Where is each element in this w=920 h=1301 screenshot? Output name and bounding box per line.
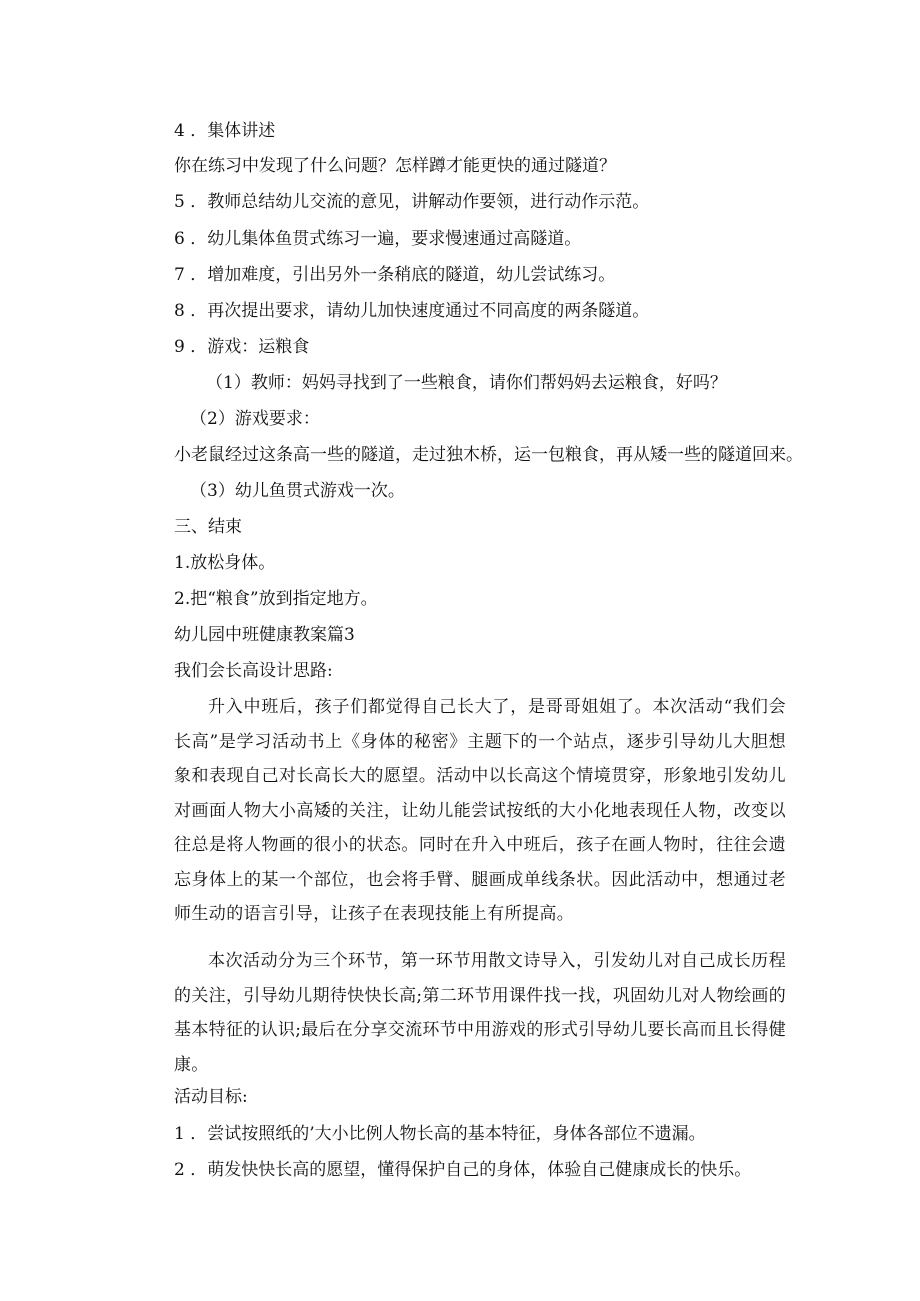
- section-end-heading: 三、结束: [174, 517, 242, 537]
- end-item-2: 2.把“粮食”放到指定地方。: [174, 589, 378, 609]
- game-item-3: （3）幼儿鱼贯式游戏一次。: [190, 481, 405, 501]
- step-7-line: 7 ．增加难度，引出另外一条稍底的隧道，幼儿尝试练习。: [174, 265, 616, 285]
- lesson-title: 幼儿园中班健康教案篇3: [174, 625, 355, 645]
- question-line: 你在练习中发现了什么问题？怎样蹲才能更快的通过隧道？: [174, 156, 616, 176]
- design-idea-heading: 我们会长高设计思路:: [174, 661, 333, 681]
- game-rule-line: 小老鼠经过这条高一些的隧道，走过独木桥，运一包粮食，再从矮一些的隧道回来。: [174, 445, 803, 465]
- step-9-line: 9 ．游戏：运粮食: [174, 337, 310, 357]
- game-item-1: （1）教师：妈妈寻找到了一些粮食，请你们帮妈妈去运粮食，好吗？: [206, 373, 727, 393]
- step-5-line: 5 ．教师总结幼儿交流的意见，讲解动作要领，进行动作示范。: [174, 192, 650, 212]
- step-8-line: 8 ．再次提出要求，请幼儿加快速度通过不同高度的两条隧道。: [174, 301, 650, 321]
- goal-item-1: 1 ．尝试按照纸的’大小比例人物长高的基本特征，身体各部位不遗漏。: [174, 1124, 706, 1144]
- step-4-heading: 4 ．集体讲述: [174, 121, 276, 141]
- goal-item-2: 2 ．萌发快快长高的愿望，懂得保护自己的身体，体验自己健康成长的快乐。: [174, 1160, 752, 1180]
- step-6-line: 6 ．幼儿集体鱼贯式练习一遍，要求慢速通过高隧道。: [174, 229, 582, 249]
- design-paragraph-2: 本次活动分为三个环节，第一环节用散文诗导入，引发幼儿对自己成长历程的关注，引导幼儿期待快快长高;第二环节用课件找一找，巩固幼儿对人物绘画的基本特征的认识;最后在分享交流环节中用游戏的形式引导幼儿要长高而且长得健康。: [174, 951, 786, 1075]
- game-item-2: （2）游戏要求：: [190, 409, 320, 429]
- design-paragraph-1: 升入中班后，孩子们都觉得自己长大了，是哥哥姐姐了。本次活动“我们会长高”是学习活动书上《身体的秘密》主题下的一个站点，逐步引导幼儿大胆想象和表现自己对长高长大的愿望。活动中以长高这个情境贯穿，形象地引发幼儿对画面人物大小高矮的关注，让幼儿能尝试按纸的大小化地表现任人物，改变以往总是将人物画的很小的状态。同时在升入中班后，孩子在画人物时，往往会遗忘身体上的某一个部位，也会将手臂、腿画成单线条状。因此活动中，想通过老师生动的语言引导，让孩子在表现技能上有所提高。: [174, 697, 786, 924]
- goals-heading: 活动目标:: [174, 1087, 248, 1107]
- end-item-1: 1.放松身体。: [174, 553, 276, 573]
